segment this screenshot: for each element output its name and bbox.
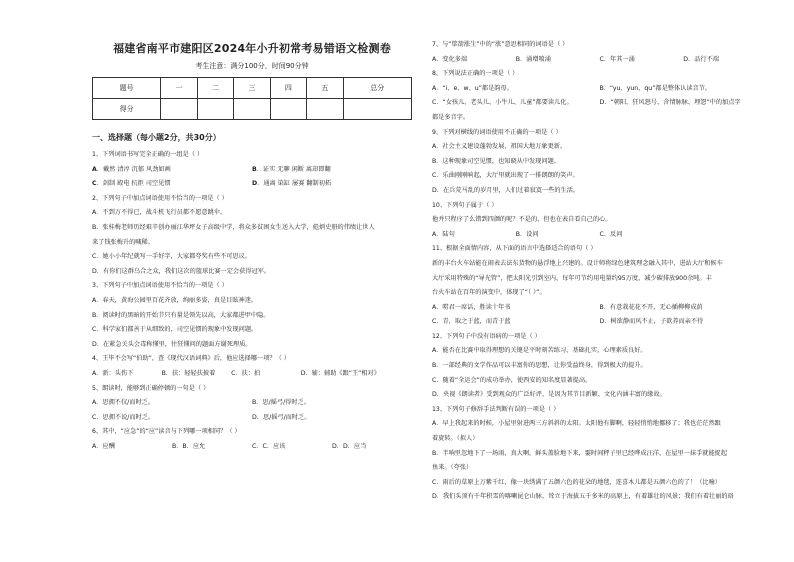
- option-text: A．陆句: [432, 230, 455, 238]
- option-line: A．能否在比赛中取得理想的关键是平时刻苦练习，基础扎实，心理素质良好。: [432, 347, 647, 355]
- score-table-score-row: [93, 99, 412, 120]
- option-text: C．C．应该: [252, 442, 286, 450]
- left-column: [92, 40, 412, 454]
- option-line: C．乐曲刚刚响起，大厅里就出现了一排朗朗的笑声。: [432, 172, 579, 180]
- option-text: B．B．应允: [172, 442, 206, 450]
- option-text: C．年其一涌: [599, 55, 635, 63]
- score-cell: 得分: [93, 99, 161, 120]
- question-stem: 5、朗读时，能够到正确停顿的一句是（ ）: [92, 384, 210, 392]
- option-text: B．证实 无聊 闲断 离却即翻: [252, 165, 331, 173]
- passage-line: 台火车站在百年的演变中，体现了“（ ）”。: [432, 289, 546, 297]
- option-line: A．春天，黄海公园里百花齐放，绚丽多姿，真是目眩神迷。: [92, 296, 258, 304]
- option-row: [92, 411, 412, 426]
- option-line: 都是多音字。: [432, 113, 470, 121]
- score-input-cell[interactable]: [270, 99, 306, 120]
- score-cell: 二: [197, 78, 233, 99]
- option-text: C．青，取之于蓝，而青于蓝: [432, 318, 511, 326]
- question-stem: 2、下列句子中加点词语使用不恰当的一项是（ ）: [92, 194, 228, 202]
- option-text: B．设问: [515, 230, 539, 238]
- option-text: D．树欲静而风不止，子欲养而亲不待: [599, 318, 704, 326]
- option-text: B．思/摇弓/得时乏。: [252, 399, 310, 407]
- passage-line: 大厅采用特殊的“导光管”，把太阳光引到室内，每年可节约用电量约95万度，减少碳排放900余吨。丰: [432, 274, 712, 282]
- option-line: D．央视《朗读者》受到观众的广泛好评，是因为其节目新颖、文化内涵丰富的缘故。: [432, 391, 666, 399]
- question-stem: 11、根据全面情内容，从下面的语言中选择适合的语句（ ）: [432, 245, 597, 253]
- score-cell: 一: [161, 78, 197, 99]
- score-cell: 总分: [343, 78, 411, 99]
- option-row: [432, 96, 767, 111]
- score-cell: 题号: [93, 78, 161, 99]
- option-text: A．变化多端: [432, 55, 468, 63]
- option-text: D．思/摇弓/而时乏。: [252, 413, 311, 421]
- option-text: D．品行不端: [683, 55, 719, 63]
- question-stem: 9、下列对横线的词语使用不正确的一项是（ ）: [432, 128, 562, 136]
- score-table: [92, 77, 412, 120]
- option-line: B．一部经典的文学作品可以丰富你的思想，让你受益终身，得到极大的提升。: [432, 362, 647, 370]
- passage-line: 新的丰台火车站能在闹表去法东货物的悬浮地上兴建的。设计师将绿色建筑理念融入其中，进站大厅和候车: [432, 259, 723, 267]
- option-text: D．“朝阳、狂风怒号、含情脉脉、埋怨”中的加点字: [599, 99, 741, 107]
- option-text: A．思拥不仅/而时乏。: [92, 399, 155, 407]
- option-line: A．早上我起来的时候，小屋里射进两三方斜斜的太阳。太阳他有脚啊，轻轻悄悄地挪移了；我也茫茫然跟: [432, 420, 721, 428]
- option-line: D．在兵荒马乱的岁月里，人们过着寂寞一些的生活。: [432, 186, 580, 194]
- option-row: [92, 396, 412, 411]
- option-text: B．“yu、yun、qu”都是整体认读音节。: [599, 84, 712, 92]
- option-text: A．新：头伤下: [92, 369, 134, 377]
- option-text: A．戴然 清淳 沉郁 风劲如画: [92, 165, 171, 173]
- question-stem: 4、王毕不会写“伯助”，查《现代汉语词典》后，他应选择哪一项？（ ）: [92, 355, 290, 363]
- option-line: C．随着“全运会”的成功举办，使西安的知名度显著提高。: [432, 376, 592, 384]
- option-row: [432, 82, 767, 97]
- option-text: A．“i、e、w、u”都是韵母。: [432, 84, 513, 92]
- option-line: 来了钱张梅升的喊稀。: [92, 238, 154, 246]
- question-stem: 3、下列句子中加点词语使用不恰当的一项是（ ）: [92, 282, 228, 290]
- option-text: D．D．应当: [332, 442, 367, 450]
- option-text: D．通离 染缸 屡赛 翻制初拓: [252, 180, 332, 188]
- passage-line: 他并只程序了么错到四颜的呢？不是的，但也在表自看自己的心。: [432, 216, 612, 224]
- option-text: C．反问: [599, 230, 623, 238]
- score-input-cell[interactable]: [161, 99, 197, 120]
- question-stem: 13、下列句子修辞手法判断有误的一项是（ ）: [432, 405, 560, 413]
- score-input-cell[interactable]: [307, 99, 343, 120]
- option-line: B．这种现象司空见惯，也知晓从中发现问题。: [432, 157, 560, 165]
- option-text: A．唠君一席话，胜读十年书: [432, 303, 511, 311]
- right-column: [432, 38, 767, 505]
- question-stem: 12、下列句子中没有语病的一项是（ ）: [432, 332, 541, 340]
- question-stem: 10、下列句子属于（ ）: [432, 201, 498, 209]
- question-stem: 8、下列说法正确的一项是（ ）: [432, 70, 519, 78]
- page-title: 福建省南平市建阳区2024年小升初常考易错语文检测卷: [113, 42, 391, 55]
- option-text: B．涌增喷涌: [515, 55, 551, 63]
- option-line: A．不到万不得已，战斗机飞行员都不愿意跳伞。: [92, 209, 227, 217]
- option-text: C．“女孩儿、老头儿、小牛儿、儿童”都要读儿化。: [432, 99, 573, 107]
- score-cell: 四: [270, 78, 306, 99]
- score-input-cell[interactable]: [197, 99, 233, 120]
- option-text: D．辅：辅助《跟“王”相对》: [300, 369, 380, 377]
- option-line: D．在紧急关头会毒称懂里，往狂懂问的题面方谢死理质。: [92, 340, 252, 348]
- score-cell: 三: [234, 78, 270, 99]
- option-line: 着旋转。（拟人）: [432, 435, 479, 443]
- score-table-header-row: [93, 78, 412, 99]
- option-row: [92, 440, 412, 455]
- option-text: C．思拥不说/而时乏。: [92, 413, 155, 421]
- option-text: C．剑制 殿电 抗拒 司空见惯: [92, 180, 171, 188]
- option-row: [92, 163, 412, 178]
- option-row: [432, 53, 767, 68]
- section-heading: 一、选择题（每小题2分，共30分）: [92, 133, 221, 142]
- score-input-cell[interactable]: [234, 99, 270, 120]
- option-row: [92, 367, 412, 382]
- option-line: C．她小小年纪就写一手好字，大家都夸奖有些不可思议。: [92, 253, 252, 261]
- option-row: [432, 228, 767, 243]
- option-row: [432, 301, 767, 316]
- option-spacer: [683, 228, 767, 243]
- option-line: D．有你们这群乌合之众，我们这次的篮球比赛一定会获得冠军。: [92, 267, 271, 275]
- exam-notice: 考生注意：满分100分，时间90分钟: [195, 62, 309, 70]
- score-input-cell[interactable]: [343, 99, 411, 120]
- question-stem: 1、下列词语书写完全正确的一组是（ ）: [92, 151, 204, 158]
- question-stem: 6、其中，“应急”的“应”读音与下列哪一项相同？（ ）: [92, 428, 241, 436]
- option-line: 鱼来。（夸张）: [432, 464, 473, 472]
- option-line: B．张桂梅老师历经艰辛创办丽江华坪女子高级中学，将众多贫困女生送入大学，彪炳史册的伟绩让世人: [92, 223, 375, 231]
- question-stem: 7、与“筚箭涨生”中的“涨”意思相同的词语是（ ）: [432, 41, 569, 48]
- option-text: B．扶：轻轻扶披着: [161, 369, 216, 377]
- option-line: C．雨后的草原上万紫千红，像一块绣满了五颜六色的花朵的地毯，连喜木儿都是五颜六色的了！（比喻）: [432, 478, 721, 486]
- option-line: B．阅读时的黑暗的开始节只有量是领先以高，大家都进甲中隐。: [92, 311, 270, 319]
- option-row: [432, 315, 767, 330]
- option-line: D．我们头顶有千年积雪的喀喇昆仑山脉，耸立于海拔五千多米的高原上，有着雄壮的风景；我们有着壮丽的珞: [432, 493, 734, 501]
- option-row: [92, 177, 412, 192]
- option-line: C．科学家们都善于从细致的，司空见惯的现象中发现问题。: [92, 326, 258, 334]
- option-text: A．应酬: [92, 442, 115, 450]
- option-line: A．社会主义建设蓬勃发展，祖国大地万象更新。: [432, 143, 567, 151]
- option-line: B．半响里忽地下了一场雨，真大啊，鲜头盖脸地下来，霎时间秤子里已经哗成汪洋，在屋里一抹手就能捉起: [432, 449, 728, 457]
- option-text: C．扶：拍: [231, 369, 261, 377]
- score-cell: 五: [307, 78, 343, 99]
- option-text: B．有意栽花花不开，无心插柳柳成荫: [599, 303, 703, 311]
